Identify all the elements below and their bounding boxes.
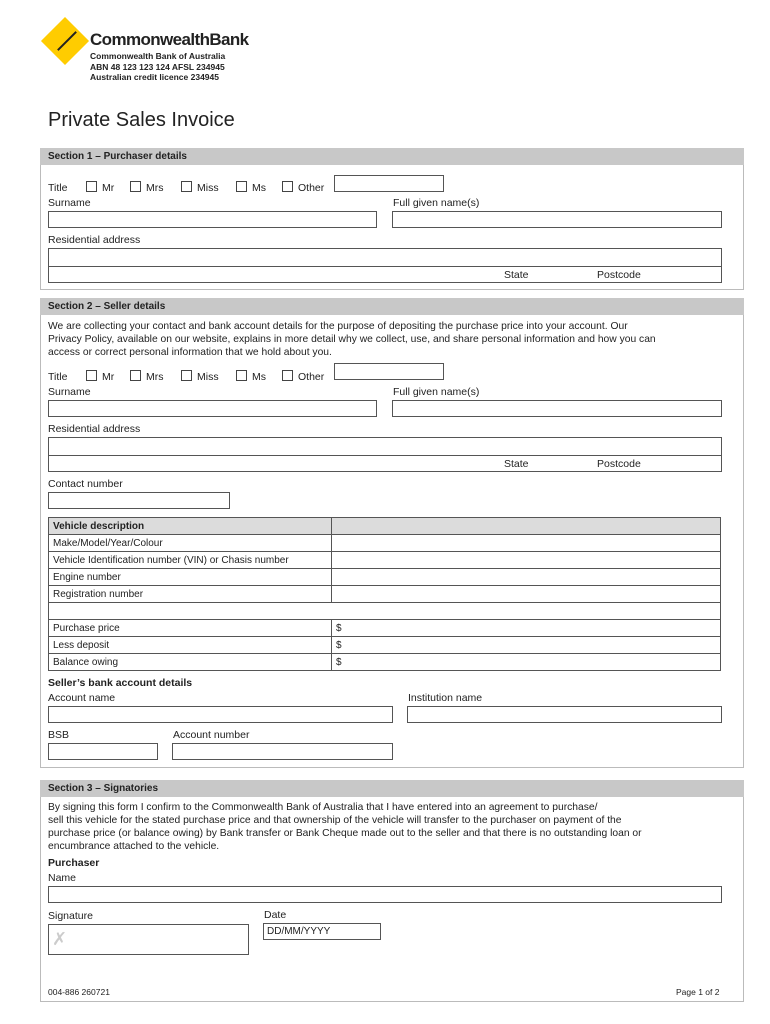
s1-state-label: State: [504, 269, 529, 281]
s2-other-input[interactable]: [334, 363, 444, 380]
s1-other-input[interactable]: [334, 175, 444, 192]
s1-given-label: Full given name(s): [393, 197, 480, 209]
footer-code: 004-886 260721: [48, 987, 110, 997]
vehicle-spacer: [49, 603, 721, 620]
vehicle-engine-input[interactable]: [332, 569, 721, 586]
s1-address-label: Residential address: [48, 234, 141, 246]
s2-intro: [48, 320, 656, 359]
s2-contact-label: Contact number: [48, 478, 123, 490]
section1-heading: Section 1 – Purchaser details: [40, 148, 744, 165]
s1-other-checkbox[interactable]: [282, 181, 293, 192]
s2-miss-label: Miss: [197, 371, 219, 383]
s1-mr-label: Mr: [102, 182, 115, 194]
s3-date-label: Date: [264, 909, 287, 921]
s2-institution-label: Institution name: [408, 692, 483, 704]
balance-owing-input[interactable]: $: [332, 654, 721, 671]
vehicle-make-label: Make/Model/Year/Colour: [49, 535, 332, 552]
s3-declaration: [48, 801, 642, 853]
brand-details: [90, 51, 225, 83]
s1-other-label: Other: [298, 182, 325, 194]
vehicle-row: [49, 535, 721, 552]
s2-bank-heading: Seller’s bank account details: [48, 677, 193, 689]
s2-ms-label: Ms: [252, 371, 266, 383]
s3-name-label: Name: [48, 872, 77, 884]
s3-signature-label: Signature: [48, 910, 93, 922]
vehicle-row: [49, 518, 721, 535]
price-row: [49, 620, 721, 637]
price-row: [49, 637, 721, 654]
s2-given-input[interactable]: [392, 400, 722, 417]
s2-miss-checkbox[interactable]: [181, 370, 192, 381]
s2-given-label: Full given name(s): [393, 386, 480, 398]
less-deposit-label: Less deposit: [49, 637, 332, 654]
vehicle-description-value[interactable]: [332, 518, 721, 535]
s2-account-name-label: Account name: [48, 692, 116, 704]
s3-signature-box[interactable]: [48, 924, 249, 955]
s2-address-divider: [48, 455, 722, 456]
s2-account-name-input[interactable]: [48, 706, 393, 723]
s2-contact-input[interactable]: [48, 492, 230, 509]
balance-owing-label: Balance owing: [49, 654, 332, 671]
s2-ms-checkbox[interactable]: [236, 370, 247, 381]
s1-mr-checkbox[interactable]: [86, 181, 97, 192]
s1-surname-label: Surname: [48, 197, 91, 209]
purchase-price-label: Purchase price: [49, 620, 332, 637]
s1-surname-input[interactable]: [48, 211, 377, 228]
s2-title-label: Title: [48, 371, 68, 383]
vehicle-registration-label: Registration number: [49, 586, 332, 603]
purchase-price-input[interactable]: $: [332, 620, 721, 637]
s2-address-label: Residential address: [48, 423, 141, 435]
s2-mrs-checkbox[interactable]: [130, 370, 141, 381]
vehicle-make-input[interactable]: [332, 535, 721, 552]
s2-postcode-label: Postcode: [597, 458, 641, 470]
s3-purchaser-heading: Purchaser: [48, 857, 100, 869]
s2-state-label: State: [504, 458, 529, 470]
vehicle-vin-input[interactable]: [332, 552, 721, 569]
s1-mrs-checkbox[interactable]: [130, 181, 141, 192]
s1-mrs-label: Mrs: [146, 182, 164, 194]
page-title: Private Sales Invoice: [48, 109, 235, 131]
s2-account-number-input[interactable]: [172, 743, 393, 760]
s2-mr-label: Mr: [102, 371, 115, 383]
brand-line-3: Australian credit licence 234945: [90, 72, 219, 82]
s1-address-divider: [48, 266, 722, 267]
vehicle-spacer-row: [49, 603, 721, 620]
vehicle-row: [49, 586, 721, 603]
s2-intro-line-1: We are collecting your contact and bank account details for the purpose of depositing the purchase price into your account. Our: [48, 321, 628, 332]
s3-name-input[interactable]: [48, 886, 722, 903]
s2-mrs-label: Mrs: [146, 371, 164, 383]
s3-text-line-2: sell this vehicle for the stated purchase price and that ownership of the vehicle will transfer to the purchaser on payment of the: [48, 815, 622, 826]
vehicle-row: [49, 569, 721, 586]
section3-heading: Section 3 – Signatories: [40, 780, 744, 797]
brand-name: CommonwealthBank: [90, 30, 249, 49]
s1-postcode-label: Postcode: [597, 269, 641, 281]
vehicle-vin-label: Vehicle Identification number (VIN) or Chasis number: [49, 552, 332, 569]
s3-text-line-3: purchase price (or balance owing) by Bank transfer or Bank Cheque made out to the seller and that there is no outstanding loan or: [48, 828, 642, 839]
s2-mr-checkbox[interactable]: [86, 370, 97, 381]
s2-bsb-input[interactable]: [48, 743, 158, 760]
s3-text-line-4: encumbrance attached to the vehicle.: [48, 841, 220, 852]
vehicle-row: [49, 552, 721, 569]
s1-ms-label: Ms: [252, 182, 266, 194]
vehicle-table: [48, 517, 721, 671]
section2-heading: Section 2 – Seller details: [40, 298, 744, 315]
s3-date-input[interactable]: DD/MM/YYYY: [263, 923, 381, 940]
s2-account-number-label: Account number: [173, 729, 250, 741]
brand-line-2: ABN 48 123 123 124 AFSL 234945: [90, 61, 225, 72]
vehicle-engine-label: Engine number: [49, 569, 332, 586]
vehicle-registration-input[interactable]: [332, 586, 721, 603]
s2-intro-line-2: Privacy Policy, available on our website, explains in more detail why we collect, use, and share personal information and how you can: [48, 334, 656, 345]
s2-institution-input[interactable]: [407, 706, 722, 723]
s1-ms-checkbox[interactable]: [236, 181, 247, 192]
less-deposit-input[interactable]: $: [332, 637, 721, 654]
s2-surname-label: Surname: [48, 386, 91, 398]
s1-title-label: Title: [48, 182, 68, 194]
s1-given-input[interactable]: [392, 211, 722, 228]
brand-line-1: Commonwealth Bank of Australia: [90, 51, 226, 61]
signature-mark-icon: ✗: [52, 929, 68, 949]
s2-surname-input[interactable]: [48, 400, 377, 417]
s2-intro-line-3: access or correct personal information that we hold about you.: [48, 347, 332, 358]
s3-text-line-1: By signing this form I confirm to the Commonwealth Bank of Australia that I have entered into an agreement to purchase/: [48, 802, 598, 813]
s2-bsb-label: BSB: [48, 729, 70, 741]
footer-page: Page 1 of 2: [676, 987, 720, 997]
s1-miss-checkbox[interactable]: [181, 181, 192, 192]
s2-other-label: Other: [298, 371, 325, 383]
s1-miss-label: Miss: [197, 182, 219, 194]
s2-other-checkbox[interactable]: [282, 370, 293, 381]
vehicle-description-label: Vehicle description: [49, 518, 332, 535]
price-row: [49, 654, 721, 671]
